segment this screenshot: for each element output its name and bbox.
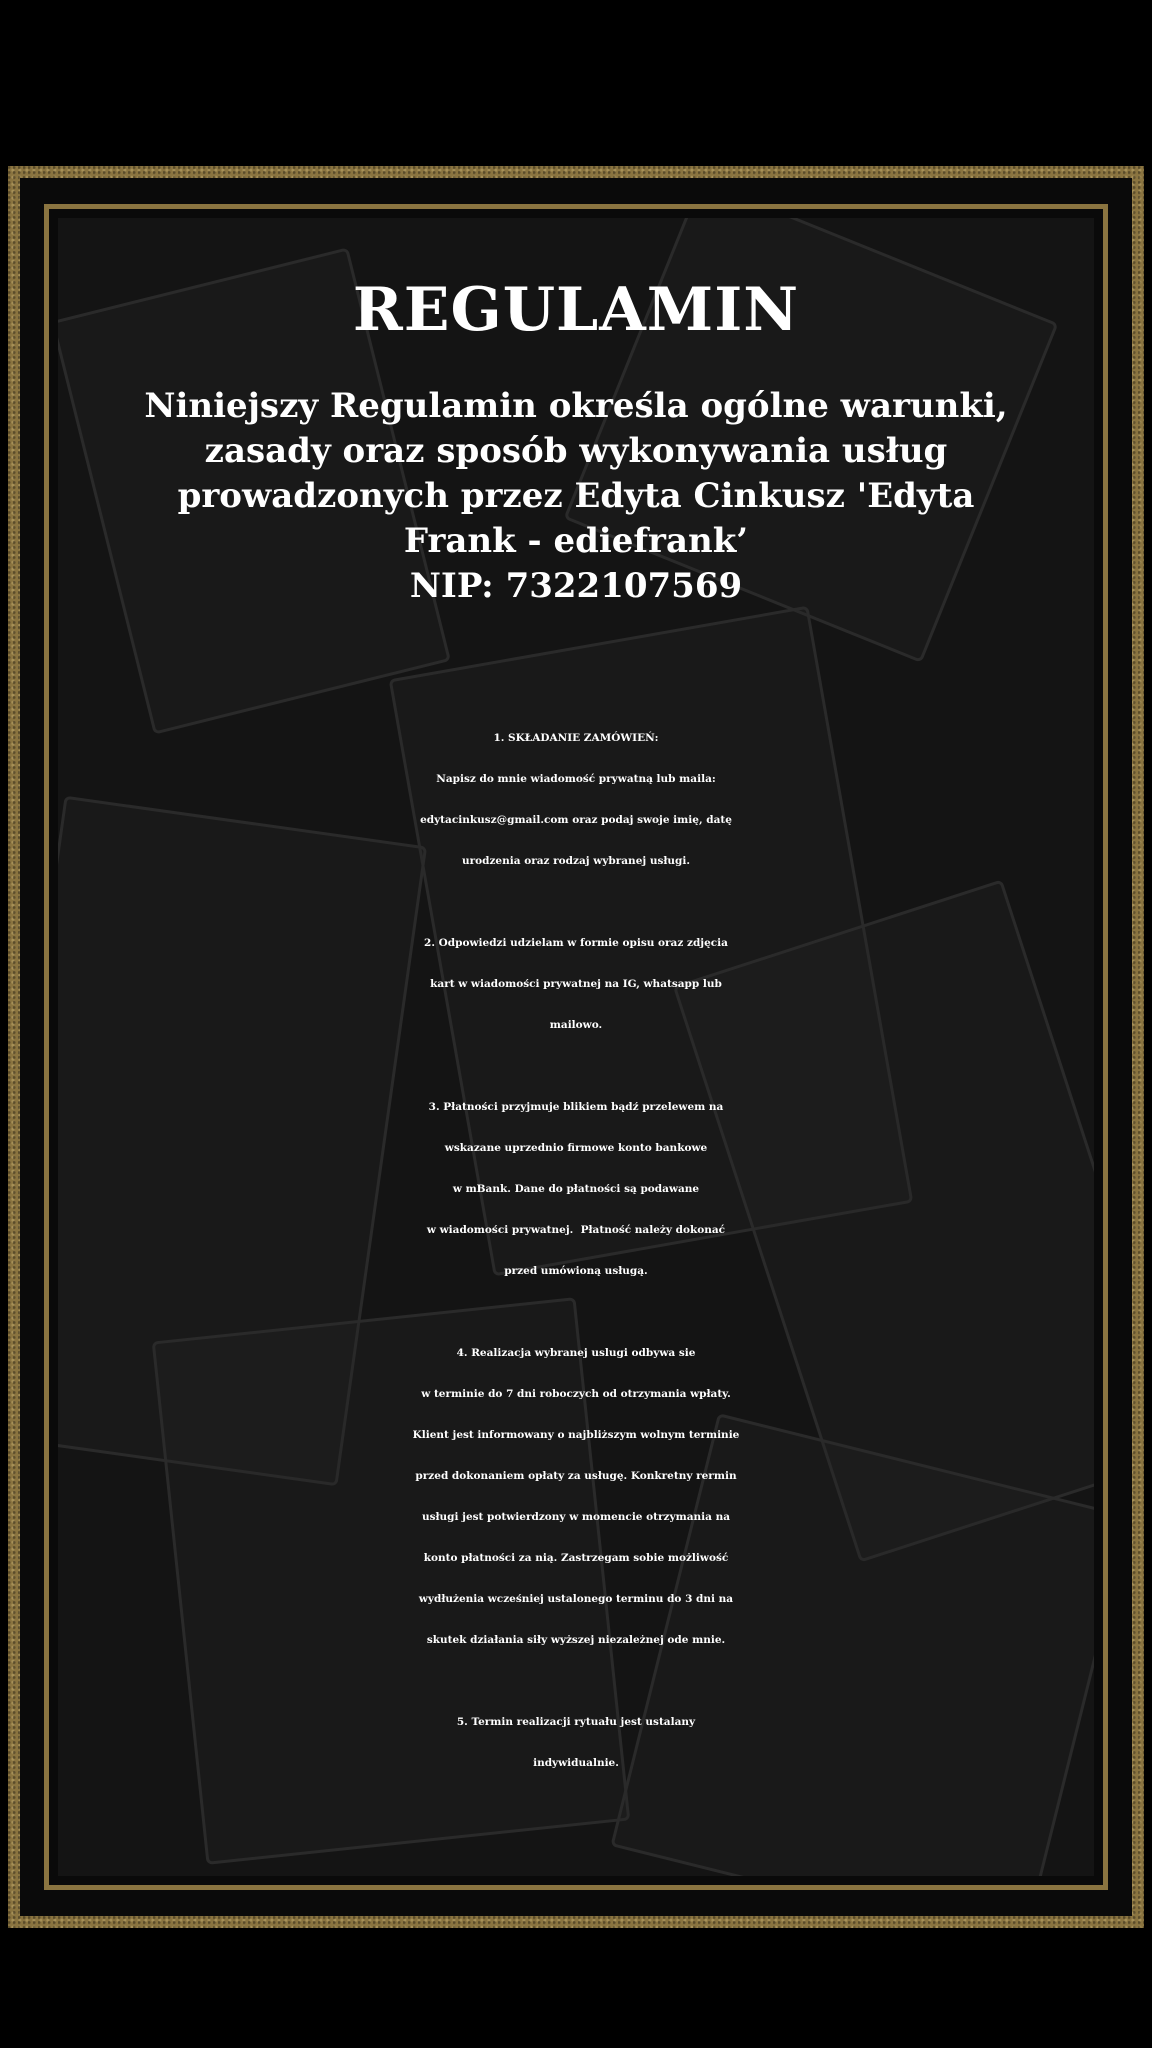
- section-line: Klient jest informowany o najbliższym wolnym terminie: [412, 1429, 740, 1441]
- section-line: kart w wiadomości prywatnej na IG, whatsapp lub: [430, 978, 722, 990]
- section-line: w terminie do 7 dni roboczych od otrzymania wpłaty.: [421, 1388, 731, 1400]
- section-line: 4. Realizacja wybranej uslugi odbywa sie: [456, 1347, 696, 1359]
- section-line: 5. Termin realizacji rytuału jest ustalany: [456, 1716, 696, 1728]
- section-line: usługi jest potwierdzony w momencie otrzymania na: [421, 1511, 731, 1523]
- intro-line: prowadzonych przez Edyta Cinkusz 'Edyta: [177, 476, 975, 516]
- section-line: Napisz do mnie wiadomość prywatną lub maila:: [436, 773, 716, 785]
- rule-section-5: [58, 1702, 1094, 1784]
- section-line: w mBank. Dane do płatności są podawane: [452, 1183, 700, 1195]
- section-line: w wiadomości prywatnej. Płatność należy dokonać: [426, 1224, 726, 1236]
- section-line: 3. Płatności przyjmuje blikiem bądź przelewem na: [428, 1101, 724, 1113]
- intro-line: Niniejszy Regulamin określa ogólne warunki,: [144, 386, 1008, 426]
- section-line: 2. Odpowiedzi udzielam w formie opisu oraz zdjęcia: [424, 937, 728, 949]
- document-panel: [58, 218, 1094, 1876]
- intro-line: Frank - ediefrank’: [403, 521, 749, 561]
- page-title: REGULAMIN: [352, 275, 800, 345]
- section-line: skutek działania siły wyższej niezależnej ode mnie.: [426, 1634, 726, 1646]
- nip-line: NIP: 7322107569: [409, 566, 743, 606]
- frame-dark-band: [20, 178, 1132, 1916]
- section-line: wskazane uprzednio firmowe konto bankowe: [444, 1142, 708, 1154]
- rule-section-2: [58, 923, 1094, 1046]
- section-line: konto płatności za nią. Zastrzegam sobie możliwość: [423, 1552, 729, 1564]
- section-line: mailowo.: [549, 1019, 603, 1031]
- rule-section-1: [58, 718, 1094, 882]
- section-line: indywidualnie.: [533, 1757, 619, 1769]
- rules-list: [58, 718, 1094, 1825]
- rule-section-4: [58, 1333, 1094, 1661]
- section-line: przed dokonaniem opłaty za usługę. Konkretny rermin: [415, 1470, 737, 1482]
- intro-line: zasady oraz sposób wykonywania usług: [204, 431, 948, 471]
- section-line: przed umówioną usługą.: [504, 1265, 648, 1277]
- section-heading: 1. SKŁADANIE ZAMÓWIEŃ:: [493, 732, 659, 744]
- gold-frame: [8, 166, 1144, 1928]
- rule-section-3: [58, 1087, 1094, 1292]
- section-line-email: edytacinkusz@gmail.com oraz podaj swoje imię, datę: [420, 814, 732, 826]
- section-line: wydłużenia wcześniej ustalonego terminu do 3 dni na: [418, 1593, 734, 1605]
- intro-paragraph: [88, 384, 1064, 609]
- section-line: urodzenia oraz rodzaj wybranej usługi.: [461, 855, 691, 867]
